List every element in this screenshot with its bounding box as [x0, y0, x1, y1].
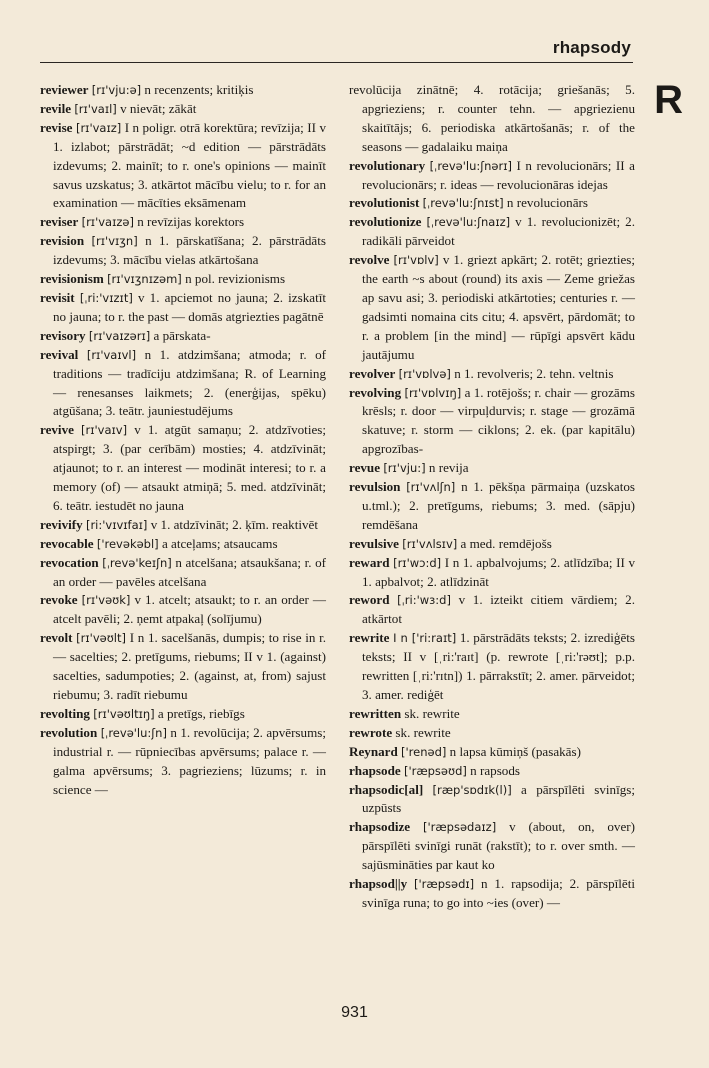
dictionary-entry — [40, 535, 326, 554]
entry-headword: revisit — [40, 289, 75, 305]
entry-definition: revolūcija zinātnē; 4. rotācija; griešanās; 5. apgrieziens; r. counter tehn. — apgriezienu skaitītājs; 6. periodiska atkārtošanās; r. of the seasons — gadalaiku maiņa — [349, 82, 635, 154]
dictionary-entry — [349, 743, 635, 762]
entry-headword: revival — [40, 346, 79, 362]
dictionary-entry — [40, 100, 326, 119]
entry-pronunciation: [rɪ'vaɪz] — [75, 120, 122, 135]
entry-definition: a pārspīlēti svinīgs; uzpūsts — [362, 781, 635, 816]
entry-definition: 1. pārstrādāts teksts; 2. izrediģēts teksts; II v [ˌri:'raɪt] (p. rewrote [ˌri:'rəʊt]; p.p. rewritten [ˌri:'rɪtn]) 1. pārrakstīt; 2. amer. pārveidot; 3. amer. rediģēt — [362, 630, 635, 702]
entry-definition: n revīzijas korektors — [137, 214, 245, 230]
entry-definition: v (about, on, over) pārspīlēti svinīgi runāt (rakstīt); to r. over smth. — sajūsmināties par kaut ko — [362, 819, 635, 873]
entry-definition: n rapsods — [470, 762, 520, 778]
entry-headword: rewrite — [349, 630, 390, 646]
entry-pronunciation: [ˌri:'vɪzɪt] — [79, 290, 133, 305]
dictionary-entry — [40, 81, 326, 100]
entry-definition: n pol. revizionisms — [185, 271, 286, 287]
dictionary-entry — [349, 459, 635, 478]
entry-pronunciation: [rɪ'vəʊltɪŋ] — [93, 706, 155, 721]
entry-headword: rhapsod||y — [349, 876, 408, 892]
dictionary-entry — [40, 554, 326, 592]
dictionary-entry — [349, 251, 635, 364]
entry-pronunciation: ['renəd] — [401, 744, 447, 759]
entry-headword: revolving — [349, 384, 402, 400]
dictionary-entry — [40, 119, 326, 214]
entry-headword: revolutionary — [349, 157, 426, 173]
dictionary-entry — [349, 535, 635, 554]
dictionary-entry — [40, 629, 326, 705]
page-number: 931 — [341, 1004, 368, 1021]
entry-definition: sk. rewrite — [404, 705, 460, 721]
entry-definition: v 1. atcelt; atsaukt; to r. an order — atcelt pavēli; 2. ņemt atpakaļ (solījumu) — [53, 592, 326, 627]
entry-pronunciation: [rɪ'vʌlʃn] — [406, 480, 456, 495]
entry-pronunciation: [ˌrevə'keɪʃn] — [102, 555, 172, 570]
entry-definition: v 1. izteikt citiem vārdiem; 2. atkārtot — [362, 592, 635, 627]
entry-pronunciation: ['ræpsəʊd] — [403, 763, 467, 778]
entry-headword: revile — [40, 100, 72, 116]
entry-pronunciation: ['ræpsədaɪz] — [423, 820, 497, 835]
entry-pronunciation: [ˌrevə'lu:ʃn] — [100, 725, 167, 740]
dictionary-entry — [349, 194, 635, 213]
entry-headword: revue — [349, 460, 381, 476]
entry-headword: revulsion — [349, 479, 401, 495]
entry-definition: I n poligr. otrā korektūra; revīzija; II v 1. izlabot; pārstrādāt; ~d edition — pārstrādāts izdevums; 2. mainīt; to r. one's opinions — mainīt savus uzskatus; 3. atkārtot mācību vielu; to r. for an examination — mācīties eksāmenam — [53, 119, 326, 211]
entry-pronunciation: [rɪ'vəʊlt] — [76, 631, 126, 646]
entry-headword: Reynard — [349, 743, 398, 759]
entry-definition: n recenzents; kritiķis — [144, 82, 254, 97]
entry-headword: rhapsodize — [349, 819, 411, 835]
entry-definition: n 1. pārskatīšana; 2. pārstrādāts izdevums; 3. mācību vielas atkārtošana — [53, 233, 326, 268]
dictionary-entry — [349, 554, 635, 592]
dictionary-entry — [40, 516, 326, 535]
entry-headword: revivify — [40, 516, 83, 532]
entry-headword: reviewer — [40, 82, 89, 97]
entry-pronunciation: [ˌrevə'lu:ʃnaɪz] — [426, 215, 511, 230]
entry-headword: revocable — [40, 535, 94, 551]
entry-definition: v 1. griezt apkārt; 2. rotēt; griezties; the earth ~s about (round) its axis — Zeme griežas ap savu asi; 3. periodiski atkārtoties; centuries r. — gadsimti nomaina cits citu; 4. apsvērt, pārdomāt; to r. a problem [in the mind] — rūpīgi apsvērt kādu jautājumu — [362, 252, 636, 362]
dictionary-entry — [349, 157, 635, 195]
entry-headword: revisionism — [40, 271, 104, 287]
entry-headword: revolutionist — [349, 195, 420, 211]
entry-headword: reviser — [40, 214, 79, 230]
entry-definition: n 1. atdzimšana; atmoda; r. of traditions — tradīciju atdzimšana; R. of Learning — renesanses laikmets; 2. (enerģijas, spēku) atgūšana; 3. teātr. jauniestudējums — [53, 346, 327, 419]
dictionary-entry — [349, 762, 635, 781]
entry-definition: v 1. apciemot no jauna; 2. izskatīt no jauna; to r. the past — domās atgriezties pagātnē — [53, 289, 326, 324]
dictionary-entry — [349, 818, 635, 875]
entry-headword: rewrote — [349, 724, 393, 740]
entry-definition: a 1. rotējošs; r. chair — grozāms krēsls; r. door — virpuļdurvis; r. stage — grozāmā skatuve; r. storm — ciklons; 2. ek. (par kapitālu) apgrozības- — [362, 384, 635, 457]
entry-pronunciation: [rɪ'vɪʒn] — [91, 234, 138, 249]
dictionary-entry — [349, 365, 635, 384]
dictionary-entry — [40, 724, 326, 800]
entry-pronunciation: I n ['ri:raɪt] — [393, 631, 457, 646]
entry-pronunciation: [rɪ'vɒlv] — [393, 253, 439, 268]
entry-pronunciation: [ˌri:'wɜ:d] — [397, 593, 451, 608]
dictionary-entry — [40, 346, 326, 422]
entry-pronunciation: [rɪ'vaɪl] — [74, 101, 117, 116]
running-head: rhapsody — [552, 38, 631, 57]
entry-headword: rhapsodic[al] — [349, 781, 424, 797]
entry-headword: revision — [40, 233, 85, 249]
entry-headword: revolution — [40, 724, 98, 740]
entry-headword: rhapsode — [349, 762, 401, 778]
entry-headword: reword — [349, 592, 390, 608]
entry-headword: revoke — [40, 592, 78, 608]
entry-pronunciation: [rɪ'vaɪzərɪ] — [88, 328, 151, 343]
dictionary-entry — [349, 478, 635, 535]
entry-pronunciation: [rɪ'vaɪv] — [81, 423, 128, 438]
entry-definition: a atceļams; atsaucams — [161, 535, 278, 551]
entry-definition: n 1. revolūcija; 2. apvērsums; industrial r. — rūpniecības apvērsums; palace r. — galma apvērsums; 3. pagrieziens; lūzums; r. in science — — [53, 724, 326, 797]
entry-pronunciation: [ræp'sɒdɪk(l)] — [432, 782, 512, 797]
entry-pronunciation: [ˌrevə'lu:ʃnɪst] — [422, 196, 504, 211]
dictionary-entry — [349, 724, 635, 743]
entry-pronunciation: [rɪ'vaɪvl] — [86, 347, 137, 362]
dictionary-entry — [40, 270, 326, 289]
dictionary-entry — [349, 213, 635, 251]
entry-definition: v 1. revolucionizēt; 2. radikāli pārveidot — [362, 214, 635, 249]
dictionary-entry — [349, 875, 635, 913]
entry-definition: n 1. rapsodija; 2. pārspīlēti svinīga runa; to go into ~ies (over) — — [362, 876, 635, 910]
entry-definition: n revija — [428, 460, 469, 476]
entry-pronunciation: ['revəkəbl] — [96, 536, 159, 551]
entry-headword: revise — [40, 119, 73, 135]
entry-pronunciation: [rɪ'vju:] — [383, 461, 426, 476]
dictionary-entry — [349, 705, 635, 724]
entry-definition: n lapsa kūmiņš (pasakās) — [449, 743, 581, 759]
entry-pronunciation: [rɪ'vɪʒnɪzəm] — [107, 272, 182, 287]
entry-definition: n 1. pēkšņa pārmaiņa (uzskatos u.tml.); 2. pretīgums, riebums; 3. med. (sāpju) remdēšana — [362, 479, 635, 532]
dictionary-entry — [40, 232, 326, 270]
entry-pronunciation: ['ræpsədɪ] — [414, 877, 475, 892]
dictionary-entry — [40, 289, 326, 327]
entry-pronunciation: [rɪ'vʌlsɪv] — [402, 536, 458, 551]
right-column — [349, 81, 635, 913]
dictionary-entry — [40, 705, 326, 724]
entry-definition: I n 1. sacelšanās, dumpis; to rise in r. — sacelties; 2. pretīgums, riebums; II v 1. (against) sacelties, sadumpoties; 2. (against, at, from) sajust riebumu; 3. radīt riebumu — [53, 630, 327, 702]
entry-headword: revulsive — [349, 535, 399, 551]
dictionary-entry — [349, 384, 635, 460]
entry-definition: v 1. atgūt samaņu; 2. atdzīvoties; atspirgt; 3. (par cerībām) mosties; 4. atdzīvināt; atjaunot; to r. an interest — modināt interesi; to r. a memory (of) — atsaukt atmiņā; 5. med. atdzīvināt; 6. teātr. iestudēt no jauna — [53, 422, 326, 513]
dictionary-entry — [40, 591, 326, 629]
entry-definition: n revolucionārs — [506, 195, 588, 211]
entry-pronunciation: [ri:'vɪvɪfaɪ] — [85, 517, 148, 532]
entry-definition: v nievāt; zākāt — [120, 100, 197, 116]
entry-pronunciation: [rɪ'vəʊk] — [81, 593, 131, 608]
entry-pronunciation: [rɪ'vju:ə] — [91, 83, 142, 97]
entry-pronunciation: [rɪ'wɔ:d] — [393, 555, 442, 570]
entry-headword: rewritten — [349, 705, 402, 721]
entry-headword: revolting — [40, 705, 90, 721]
entry-definition: n atcelšana; atsaukšana; r. of an order — pavēles atcelšana — [53, 554, 326, 589]
entry-pronunciation: [rɪ'vɒlvɪŋ] — [404, 385, 462, 400]
entry-definition: a pārskata- — [153, 327, 211, 343]
header-rule — [40, 62, 633, 63]
entry-headword: revolutionize — [349, 214, 422, 230]
entry-pronunciation: [ˌrevə'lu:ʃnərɪ] — [429, 158, 512, 173]
entry-definition: a pretīgs, riebīgs — [157, 705, 245, 721]
entry-headword: revisory — [40, 327, 86, 343]
entry-definition: a med. remdējošs — [460, 535, 552, 551]
entry-pronunciation: [rɪ'vɒlvə] — [398, 366, 451, 381]
entry-pronunciation: [rɪ'vaɪzə] — [81, 215, 134, 230]
dictionary-entry — [40, 327, 326, 346]
entry-definition: I n 1. apbalvojums; 2. atlīdzība; II v 1. apbalvot; 2. atlīdzināt — [362, 554, 636, 589]
dictionary-entry — [349, 781, 635, 819]
dictionary-entry — [349, 629, 635, 705]
entry-headword: reward — [349, 554, 390, 570]
entry-definition: v 1. atdzīvināt; 2. ķīm. reaktivēt — [150, 516, 318, 532]
dictionary-entry — [349, 591, 635, 629]
dictionary-entry — [349, 81, 635, 157]
entry-definition: I n revolucionārs; II a revolucionārs; r. ideas — revolucionāras idejas — [362, 157, 635, 192]
entry-headword: revive — [40, 422, 74, 438]
entry-headword: revolver — [349, 365, 396, 381]
section-letter: R — [654, 78, 683, 122]
left-column — [40, 81, 326, 799]
entry-headword: revocation — [40, 554, 99, 570]
entry-headword: revolt — [40, 630, 73, 646]
dictionary-entry — [40, 213, 326, 232]
entry-definition: sk. rewrite — [395, 724, 451, 740]
dictionary-entry — [40, 421, 326, 516]
entry-definition: n 1. revolveris; 2. tehn. veltnis — [454, 365, 614, 381]
entry-headword: revolve — [349, 252, 390, 268]
